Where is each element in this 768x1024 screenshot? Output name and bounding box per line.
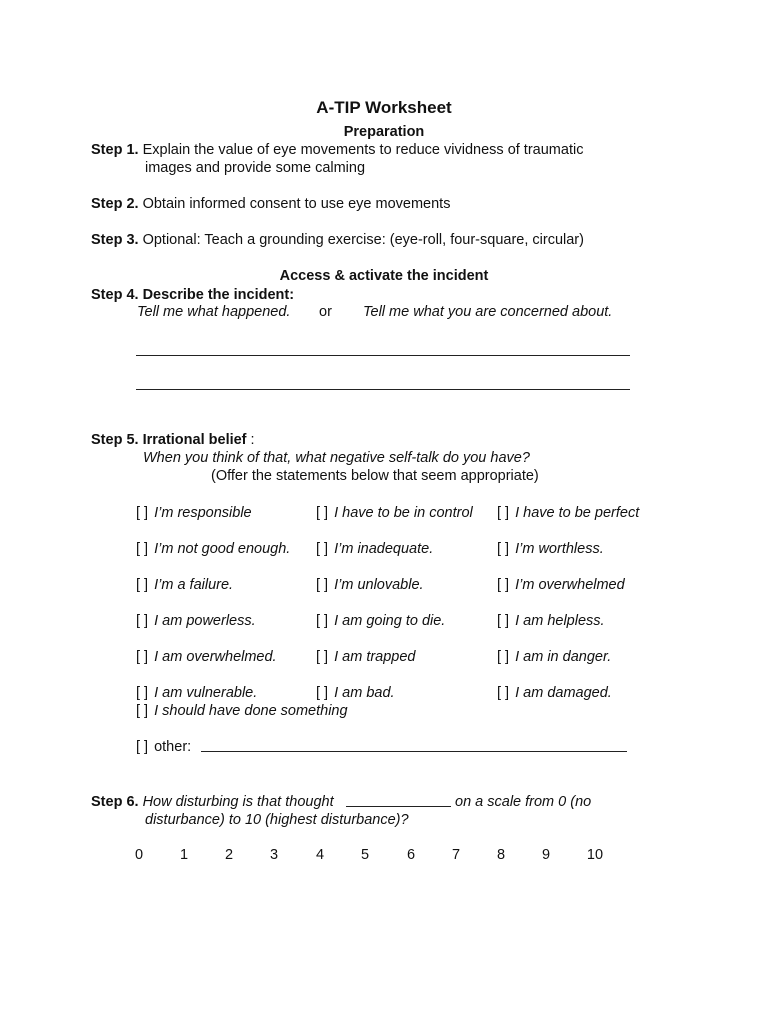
checkbox[interactable]: [ ]: [316, 613, 329, 629]
belief-item[interactable]: [497, 612, 605, 630]
checkbox[interactable]: [ ]: [316, 541, 329, 557]
belief-text: I am helpless.: [515, 613, 605, 629]
belief-text: I have to be in control: [334, 505, 473, 521]
section-heading-access: Access & activate the incident: [279, 268, 489, 284]
belief-item[interactable]: [316, 504, 473, 522]
page-title: A-TIP Worksheet: [316, 98, 452, 117]
scale-value[interactable]: 9: [541, 847, 551, 863]
step-5-prompt: When you think of that, what negative self-talk do you have?: [143, 450, 530, 466]
belief-text: I’m inadequate.: [334, 541, 434, 557]
checkbox[interactable]: [ ]: [316, 649, 329, 665]
step-6: [91, 793, 334, 811]
belief-item[interactable]: [316, 648, 416, 666]
step-5-note: (Offer the statements below that seem appropriate): [211, 468, 539, 484]
other-label: other:: [154, 739, 192, 755]
scale-value[interactable]: 7: [451, 847, 461, 863]
step-4-or: or: [319, 304, 332, 320]
belief-item[interactable]: [136, 612, 256, 630]
checkbox[interactable]: [ ]: [497, 613, 510, 629]
step-1-text-continued: images and provide some calming: [145, 160, 366, 176]
step-6-label: Step 6.: [91, 794, 139, 810]
scale-value[interactable]: 3: [269, 847, 279, 863]
belief-item[interactable]: [316, 612, 445, 630]
step-5-label: Step 5. Irrational belief: [91, 432, 247, 448]
belief-item[interactable]: [136, 684, 257, 702]
belief-item[interactable]: [136, 702, 348, 720]
step-3-label: Step 3.: [91, 232, 139, 248]
belief-item[interactable]: [497, 576, 625, 594]
belief-item[interactable]: [497, 684, 612, 702]
belief-text: I am damaged.: [515, 685, 612, 701]
belief-item[interactable]: [497, 504, 639, 522]
belief-text: I am in danger.: [515, 649, 612, 665]
belief-item[interactable]: [136, 648, 277, 666]
checkbox[interactable]: [ ]: [497, 649, 510, 665]
checkbox[interactable]: [ ]: [136, 739, 149, 755]
checkbox[interactable]: [ ]: [136, 541, 149, 557]
step-6-question-cont: on a scale from 0 (no: [455, 794, 592, 810]
scale-value[interactable]: 0: [134, 847, 144, 863]
checkbox[interactable]: [ ]: [136, 577, 149, 593]
checkbox[interactable]: [ ]: [316, 577, 329, 593]
checkbox[interactable]: [ ]: [136, 505, 149, 521]
belief-text: I am overwhelmed.: [154, 649, 277, 665]
belief-text: I’m overwhelmed: [515, 577, 625, 593]
thought-answer-line[interactable]: [346, 806, 451, 807]
belief-item[interactable]: [497, 540, 604, 558]
belief-item[interactable]: [316, 576, 424, 594]
checkbox[interactable]: [ ]: [497, 685, 510, 701]
step-5-colon: :: [250, 432, 255, 448]
checkbox[interactable]: [ ]: [136, 703, 149, 719]
step-2-text: Obtain informed consent to use eye movements: [142, 196, 451, 212]
checkbox[interactable]: [ ]: [497, 505, 510, 521]
step-4-label: Step 4. Describe the incident:: [91, 287, 295, 303]
step-2: [91, 195, 450, 213]
belief-text: I should have done something: [154, 703, 348, 719]
belief-item[interactable]: [136, 576, 233, 594]
incident-answer-line-1[interactable]: [136, 355, 630, 356]
incident-answer-line-2[interactable]: [136, 389, 630, 390]
belief-text: I am going to die.: [334, 613, 446, 629]
scale-value[interactable]: 6: [406, 847, 416, 863]
scale-value[interactable]: 1: [179, 847, 189, 863]
checkbox[interactable]: [ ]: [497, 541, 510, 557]
belief-item[interactable]: [497, 648, 611, 666]
scale-value[interactable]: 4: [315, 847, 325, 863]
belief-text: I’m unlovable.: [334, 577, 424, 593]
belief-other[interactable]: [136, 738, 191, 756]
step-1-label: Step 1.: [91, 142, 139, 158]
belief-item[interactable]: [316, 684, 395, 702]
step-3-text: Optional: Teach a grounding exercise: (eye-roll, four-square, circular): [142, 232, 584, 248]
step-1-text: Explain the value of eye movements to reduce vividness of traumatic: [142, 142, 584, 158]
step-3: [91, 231, 584, 249]
checkbox[interactable]: [ ]: [316, 685, 329, 701]
belief-text: I have to be perfect: [515, 505, 640, 521]
checkbox[interactable]: [ ]: [136, 685, 149, 701]
step-4-prompt-happened: Tell me what happened.: [137, 304, 291, 320]
checkbox[interactable]: [ ]: [497, 577, 510, 593]
other-answer-line[interactable]: [201, 751, 627, 752]
belief-item[interactable]: [136, 540, 290, 558]
checkbox[interactable]: [ ]: [136, 613, 149, 629]
scale-value[interactable]: 2: [224, 847, 234, 863]
belief-text: I am trapped: [334, 649, 416, 665]
belief-item[interactable]: [316, 540, 433, 558]
step-6-question: How disturbing is that thought: [142, 794, 334, 810]
belief-item[interactable]: [136, 504, 252, 522]
step-1: [91, 141, 583, 159]
checkbox[interactable]: [ ]: [316, 505, 329, 521]
step-6-question-line2: disturbance) to 10 (highest disturbance)?: [145, 812, 409, 828]
step-4-prompt-concerned: Tell me what you are concerned about.: [363, 304, 613, 320]
belief-text: I’m responsible: [154, 505, 252, 521]
belief-text: I am vulnerable.: [154, 685, 258, 701]
belief-text: I’m worthless.: [515, 541, 604, 557]
scale-value[interactable]: 8: [496, 847, 506, 863]
belief-text: I’m not good enough.: [154, 541, 291, 557]
scale-value[interactable]: 5: [360, 847, 370, 863]
checkbox[interactable]: [ ]: [136, 649, 149, 665]
belief-text: I am bad.: [334, 685, 395, 701]
step-2-label: Step 2.: [91, 196, 139, 212]
belief-text: I’m a failure.: [154, 577, 234, 593]
belief-text: I am powerless.: [154, 613, 256, 629]
step-5: [91, 431, 255, 449]
scale-value[interactable]: 10: [586, 847, 604, 863]
section-heading-preparation: Preparation: [343, 124, 425, 140]
